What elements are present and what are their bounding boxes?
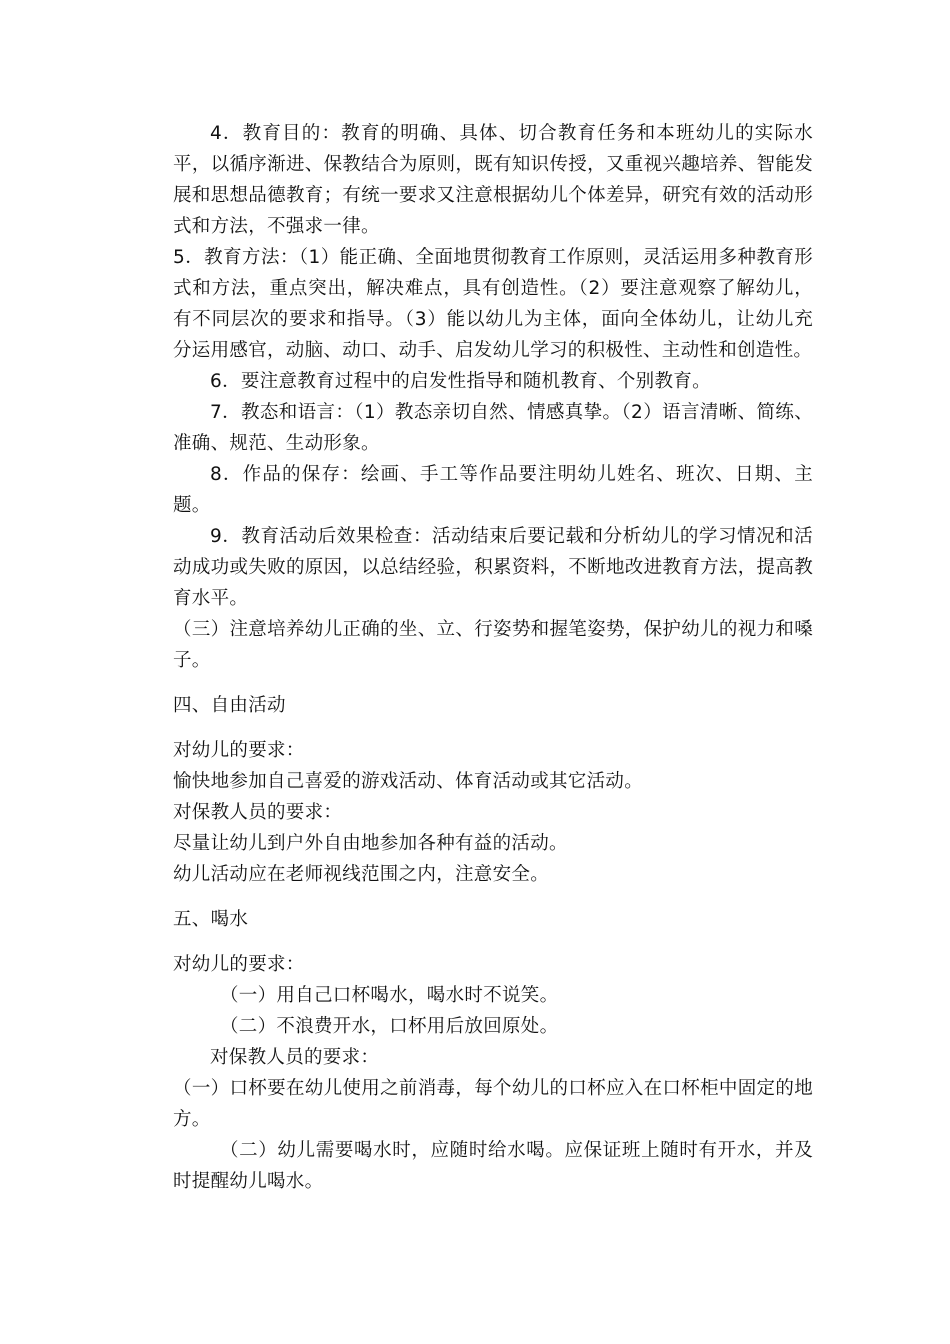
list-item-drinking-child-1: （一）用自己口杯喝水，喝水时不说笑。 bbox=[220, 985, 559, 1006]
paragraph-effect-check: 9．教育活动后效果检查：活动结束后要记载和分析幼儿的学习情况和活动成功或失败的原因，以总结经验，积累资料，不断地改进教育方法，提高教育水平。 bbox=[173, 526, 813, 609]
paragraph-free-activity-staff-2: 幼儿活动应在老师视线范围之内，注意安全。 bbox=[173, 864, 550, 885]
label-child-requirements: 对幼儿的要求： bbox=[173, 954, 305, 975]
paragraph-education-method: 5．教育方法：（1）能正确、全面地贯彻教育工作原则，灵活运用多种教育形式和方法，重点突出，解决难点，具有创造性。（2）要注意观察了解幼儿，有不同层次的要求和指导。（3）能以幼儿为主体，面向全体幼儿，让幼儿充分运用感官，动脑、动口、动手、启发幼儿学习的积极性、主动性和创造性。 bbox=[173, 247, 813, 361]
list-item-drinking-child-2: （二）不浪费开水，口杯用后放回原处。 bbox=[220, 1016, 559, 1037]
paragraph-education-goal: 4．教育目的：教育的明确、具体、切合教育任务和本班幼儿的实际水平，以循序渐进、保教结合为原则，既有知识传授，又重视兴趣培养、智能发展和思想品德教育；有统一要求又注意根据幼儿个体差异，研究有效的活动形式和方法，不强求一律。 bbox=[173, 123, 813, 237]
paragraph-inspiration: 6．要注意教育过程中的启发性指导和随机教育、个别教育。 bbox=[210, 371, 711, 392]
paragraph-artwork-storage: 8．作品的保存：绘画、手工等作品要注明幼儿姓名、班次、日期、主题。 bbox=[173, 464, 813, 516]
section-heading-drinking: 五、喝水 bbox=[173, 909, 249, 930]
label-staff-requirements: 对保教人员的要求： bbox=[210, 1047, 380, 1068]
list-item-drinking-staff-1: （一）口杯要在幼儿使用之前消毒，每个幼儿的口杯应入在口杯柜中固定的地方。 bbox=[173, 1078, 813, 1130]
list-item-drinking-staff-2: （二）幼儿需要喝水时，应随时给水喝。应保证班上随时有开水，并及时提醒幼儿喝水。 bbox=[173, 1140, 813, 1192]
paragraph-manner-language: 7．教态和语言：（1）教态亲切自然、情感真挚。（2）语言清晰、简练、准确、规范、生动形象。 bbox=[173, 402, 813, 454]
paragraph-free-activity-child: 愉快地参加自己喜爱的游戏活动、体育活动或其它活动。 bbox=[173, 771, 644, 792]
section-heading-free-activity: 四、自由活动 bbox=[173, 695, 286, 716]
label-child-requirements: 对幼儿的要求： bbox=[173, 740, 305, 761]
paragraph-posture: （三）注意培养幼儿正确的坐、立、行姿势和握笔姿势，保护幼儿的视力和嗓子。 bbox=[173, 619, 813, 671]
paragraph-free-activity-staff-1: 尽量让幼儿到户外自由地参加各种有益的活动。 bbox=[173, 833, 568, 854]
document-body bbox=[173, 118, 813, 1197]
label-staff-requirements: 对保教人员的要求： bbox=[173, 802, 343, 823]
